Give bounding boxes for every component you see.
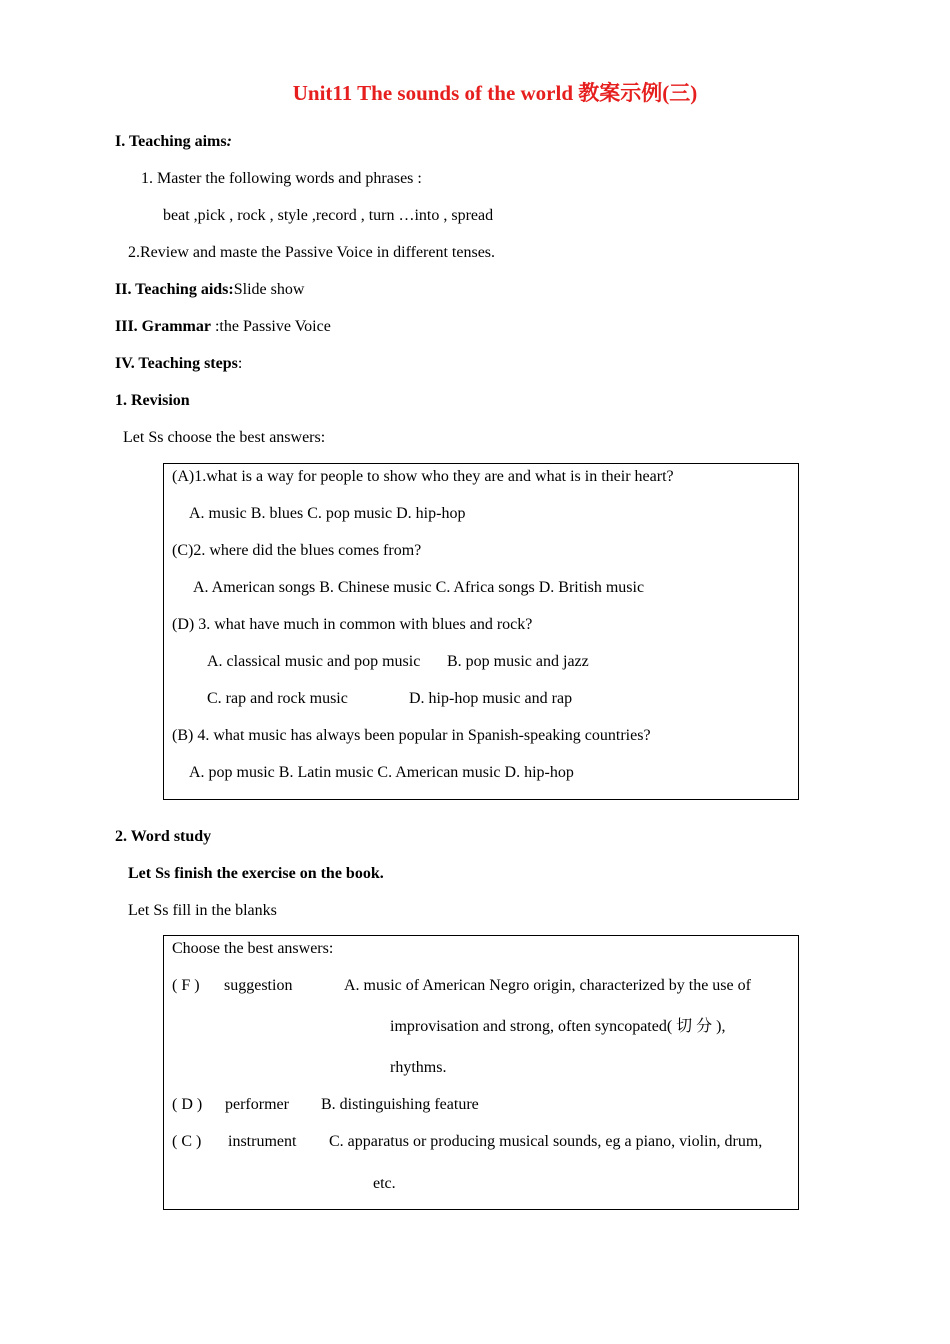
page-title: Unit11 The sounds of the world 教案示例(三) [292,81,698,105]
teaching-aims-label: I. Teaching aims [115,133,227,150]
teaching-aids-label: II. Teaching aids: [115,281,234,298]
teaching-aims-colon: : [226,133,232,150]
revision-question-box [163,463,799,800]
row-2-answer: ( D ) [172,1096,203,1113]
row-1-definition-line-2: improvisation and strong, often syncopated( 切 分 ), [390,1018,726,1035]
row-1-definition-line-1: A. music of American Negro origin, characterized by the use of [344,977,751,994]
aim-item-2: 2.Review and maste the Passive Voice in different tenses. [128,244,496,261]
question-4: (B) 4. what music has always been popular in Spanish-speaking countries? [172,727,651,744]
question-3-option-b: B. pop music and jazz [447,653,589,670]
question-4-options: A. pop music B. Latin music C. American music D. hip-hop [189,764,574,781]
row-1-answer: ( F ) [172,977,200,994]
teaching-steps-colon: : [237,355,243,372]
question-1: (A)1.what is a way for people to show who they are and what is in their heart? [172,468,674,485]
word-study-box [163,935,799,1210]
word-study-instruction: Let Ss finish the exercise on the book. [128,865,384,882]
word-study-intro: Let Ss fill in the blanks [128,902,277,919]
grammar [115,317,331,337]
row-3-definition-line-1: C. apparatus or producing musical sounds, eg a piano, violin, drum, [329,1133,763,1150]
word-study-heading: 2. Word study [115,828,212,845]
word-study-box-title: Choose the best answers: [172,940,334,957]
teaching-aids-value: Slide show [233,281,305,298]
question-3-option-c: C. rap and rock music [207,690,348,707]
revision-heading: 1. Revision [115,392,190,409]
teaching-aids [115,280,304,300]
revision-intro: Let Ss choose the best answers: [123,429,326,446]
teaching-aims-heading [115,132,232,152]
row-2-word: performer [225,1096,289,1113]
teaching-steps-label: IV. Teaching steps [115,355,238,372]
question-2: (C)2. where did the blues comes from? [172,542,422,559]
grammar-label: III. Grammar [115,318,211,335]
question-1-options: A. music B. blues C. pop music D. hip-hop [189,505,466,522]
question-2-options: A. American songs B. Chinese music C. Africa songs D. British music [193,579,645,596]
question-3-option-a: A. classical music and pop music [207,653,421,670]
row-1-definition-line-3: rhythms. [390,1059,447,1076]
row-3-answer: ( C ) [172,1133,202,1150]
teaching-steps-heading [115,354,242,374]
row-3-word: instrument [228,1133,297,1150]
row-2-definition: B. distinguishing feature [321,1096,479,1113]
question-3-option-d: D. hip-hop music and rap [409,690,573,707]
grammar-value: :the Passive Voice [210,318,331,335]
question-3: (D) 3. what have much in common with blues and rock? [172,616,533,633]
aim-word-list: beat ,pick , rock , style ,record , turn …into , spread [163,207,494,224]
row-3-definition-line-2: etc. [373,1175,396,1192]
aim-item-1: 1. Master the following words and phrases : [141,170,422,187]
row-1-word: suggestion [224,977,293,994]
